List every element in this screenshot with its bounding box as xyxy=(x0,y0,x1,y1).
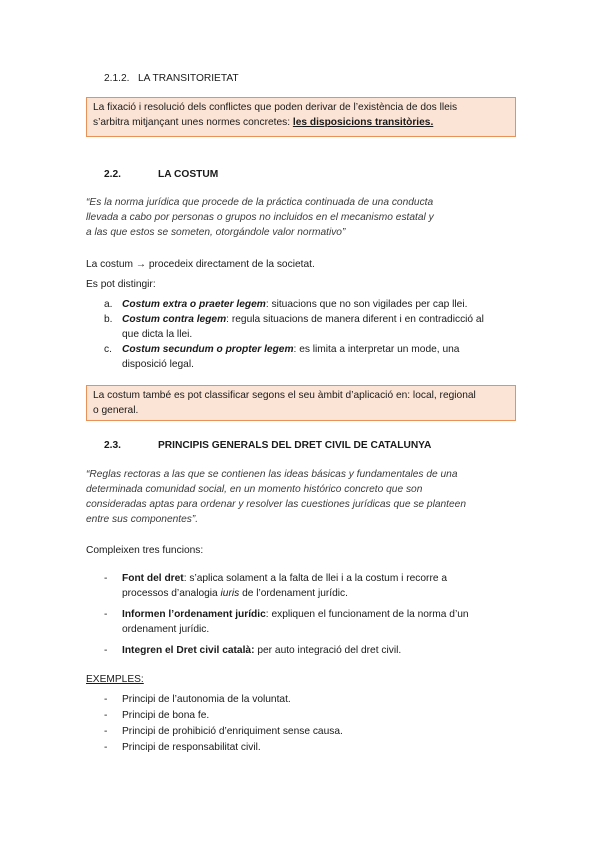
description: es limita a interpretar un mode, una xyxy=(299,344,460,355)
box-line: o general. xyxy=(93,405,139,416)
list-item xyxy=(86,342,526,372)
list-item xyxy=(86,607,526,637)
term: Costum extra o praeter legem xyxy=(122,299,266,310)
description: s’aplica solament a la falta de llei i a la costum i recorre a xyxy=(189,573,447,584)
box-line: La costum també es pot classificar segons el seu àmbit d’aplicació en: local, regional xyxy=(93,390,476,401)
exemples-heading: EXEMPLES: xyxy=(86,674,144,685)
list-item-text xyxy=(122,643,401,658)
dash-marker: - xyxy=(104,726,108,737)
list-item-text xyxy=(122,297,467,312)
compleixen-line: Compleixen tres funcions: xyxy=(86,545,204,556)
list-marker: a. xyxy=(104,299,113,310)
quote-line: llevada a cabo por personas o grupos no incluidos en el mecanismo estatal y xyxy=(86,212,434,223)
section-number: 2.3. xyxy=(104,440,121,451)
list-item-text xyxy=(122,571,447,586)
text-italic: iuris xyxy=(220,588,240,599)
term: Informen l’ordenament jurídic xyxy=(122,609,266,620)
dash-marker: - xyxy=(104,710,108,721)
section-title: LA TRANSITORIETAT xyxy=(138,73,239,84)
dash-marker: - xyxy=(104,609,108,620)
box-line: La fixació i resolució dels conflictes que poden derivar de l’existència de dos lleis xyxy=(93,102,458,113)
separator: : xyxy=(226,314,232,325)
section-heading-2-1-2 xyxy=(104,71,239,86)
list-item xyxy=(86,297,526,312)
definition-quote-costum xyxy=(86,195,434,240)
highlight-box-transitorietat xyxy=(86,97,516,137)
text: procedeix directament de la societat. xyxy=(146,259,315,270)
term: Costum secundum o propter legem xyxy=(122,344,294,355)
description: per auto integració del dret civil. xyxy=(257,645,402,656)
description: situacions que no son vigilades per cap llei. xyxy=(271,299,468,310)
quote-line: a las que estos se someten, otorgándole valor normativo” xyxy=(86,227,346,238)
costum-origin-line xyxy=(86,257,315,272)
list-item-text xyxy=(122,607,469,622)
dash-marker: - xyxy=(104,742,108,753)
list-item xyxy=(86,740,526,755)
description: regula situacions de manera diferent i en contradicció al xyxy=(231,314,484,325)
separator: : xyxy=(183,573,190,584)
list-item-text xyxy=(122,342,459,357)
list-item-continuation: que dicta la llei. xyxy=(122,329,193,340)
list-item xyxy=(86,312,526,342)
section-title: LA COSTUM xyxy=(158,169,219,180)
text: de l’ordenament jurídic. xyxy=(239,588,348,599)
list-marker: b. xyxy=(104,314,113,325)
quote-line: “Reglas rectoras a las que se contienen las ideas básicas y fundamentales de una xyxy=(86,469,458,480)
quote-line: consideradas aptas para ordenar y resolver las cuestiones jurídicas que se planteen xyxy=(86,499,466,510)
text: processos d’analogia xyxy=(122,588,221,599)
section-title: PRINCIPIS GENERALS DEL DRET CIVIL DE CATALUNYA xyxy=(158,440,432,451)
description: expliquen el funcionament de la norma d’un xyxy=(271,609,469,620)
quote-line: entre sus componentes”. xyxy=(86,514,199,525)
box-text: s’arbitra mitjançant unes normes concretes: xyxy=(93,117,293,128)
separator: : xyxy=(293,344,300,355)
definition-quote-principis xyxy=(86,467,466,527)
term: Integren el Dret civil català: xyxy=(122,645,255,656)
list-item-continuation: disposició legal. xyxy=(122,359,194,370)
list-item-text: Principi de bona fe. xyxy=(122,710,210,721)
dash-marker: - xyxy=(104,573,108,584)
list-item xyxy=(86,571,526,601)
list-item-continuation: ordenament jurídic. xyxy=(122,624,210,635)
list-item-text: Principi de responsabilitat civil. xyxy=(122,742,261,753)
box-line xyxy=(93,115,509,130)
term: Costum contra legem xyxy=(122,314,227,325)
quote-line: “Es la norma jurídica que procede de la práctica continuada de una conducta xyxy=(86,197,434,208)
list-item-text: Principi de l’autonomia de la voluntat. xyxy=(122,694,291,705)
distingir-line: Es pot distingir: xyxy=(86,279,156,290)
exemples-list xyxy=(86,692,526,756)
costum-types-list xyxy=(86,297,526,370)
separator: : xyxy=(265,609,272,620)
list-item-text xyxy=(122,312,484,327)
list-marker: c. xyxy=(104,344,112,355)
section-number: 2.2. xyxy=(104,169,121,180)
disposicions-transitories-term: les disposicions transitòries. xyxy=(292,117,434,128)
dash-marker: - xyxy=(104,645,108,656)
list-item-text: Principi de prohibició d’enriquiment sense causa. xyxy=(122,726,343,737)
dash-marker: - xyxy=(104,694,108,705)
funcions-list xyxy=(86,571,526,661)
section-number: 2.1.2. xyxy=(104,73,130,84)
quote-line: determinada comunidad social, en un momento histórico concreto que son xyxy=(86,484,423,495)
list-item xyxy=(86,643,526,658)
list-item xyxy=(86,724,526,739)
list-item-continuation xyxy=(122,586,348,601)
term: Font del dret xyxy=(122,573,184,584)
text: La costum xyxy=(86,259,136,270)
list-item xyxy=(86,692,526,707)
list-item xyxy=(86,708,526,723)
separator: : xyxy=(265,299,272,310)
arrow-right-icon: → xyxy=(135,259,147,270)
highlight-box-ambit xyxy=(86,385,516,421)
